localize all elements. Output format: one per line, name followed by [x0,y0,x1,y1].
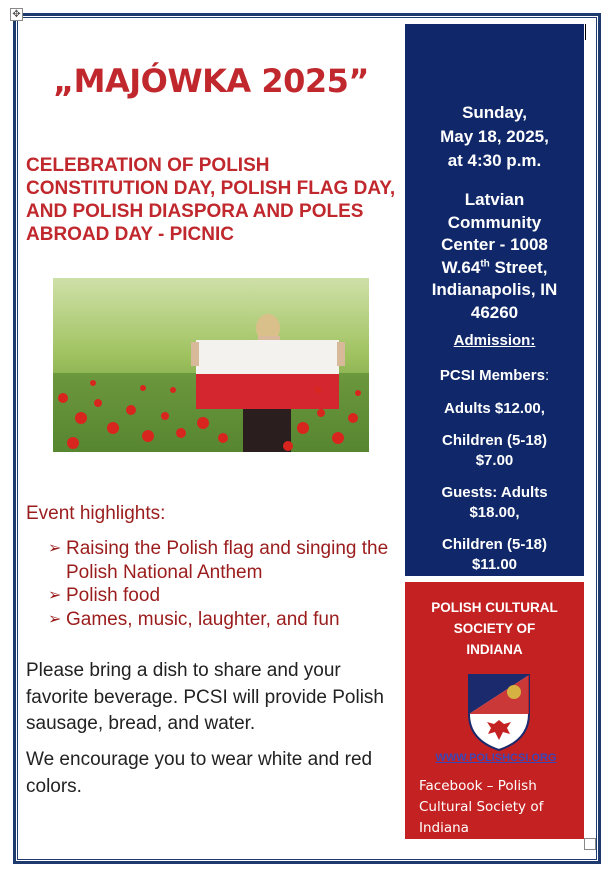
list-item [48,537,408,584]
venue-name: Latvian Community Center - 1008 [441,190,548,254]
photo-girl-with-polish-flag [53,278,369,452]
members-label [405,367,584,384]
highlights-list [48,537,408,631]
crest-icon [466,672,532,752]
guest-child-price: Children (5-18) $11.00 [441,536,547,573]
list-item [48,584,408,608]
flyer-title: „MAJÓWKA 2025” [53,62,369,100]
organization-panel [405,582,584,839]
bring-dish-paragraph: Please bring a dish to share and your favorite beverage. PCSI will provide Polish sausage, bread, and water. [26,660,385,734]
members-label-text: PCSI Members [439,367,545,384]
text-cursor [585,24,586,40]
facebook-text: Facebook – Polish Cultural Society of Indiana [419,778,544,836]
highlight-text: Games, music, laughter, and fun [66,608,340,630]
venue-city: Indianapolis, IN 46260 [431,280,558,322]
street-name: Street, [489,257,548,277]
dress-code-paragraph: We encourage you to wear white and red colors. [26,749,373,797]
highlights-heading: Event highlights: [26,503,166,524]
event-day: Sunday, [462,103,527,122]
move-handle-icon[interactable]: ✥ [10,8,23,21]
arrow-bullet-icon: ➢ [48,610,62,628]
event-date: May 18, 2025, [440,127,549,146]
member-adult-price: Adults $12.00, [444,400,545,417]
resize-handle-icon[interactable] [584,838,596,850]
arrow-bullet-icon: ➢ [48,587,62,604]
highlight-text: Raising the Polish flag and singing the Polish National Anthem [66,538,389,583]
street-suffix: th [480,257,490,269]
venue-block [405,189,584,324]
member-child-price: Children (5-18) $7.00 [441,432,547,469]
admission-heading: Admission: [453,332,536,349]
venue-street [405,257,584,280]
list-item [48,608,408,632]
event-details-panel [405,24,584,576]
event-date-block [405,101,584,173]
guest-adult-price: Guests: Adults $18.00, [441,484,548,521]
event-time: at 4:30 p.m. [447,151,542,170]
website-link[interactable]: WWW.POLISHCSI.ORG [435,752,557,764]
organization-name: POLISH CULTURAL SOCIETY OF INDIANA [431,600,558,657]
members-colon: : [544,367,550,384]
arrow-bullet-icon: ➢ [48,540,62,557]
highlight-text: Polish food [66,585,161,606]
flyer-subtitle: CELEBRATION OF POLISH CONSTITUTION DAY, POLISH FLAG DAY, AND POLISH DIASPORA AND POLES ABROAD DAY - PICNIC [26,155,396,245]
street-number: W.64 [441,257,481,277]
